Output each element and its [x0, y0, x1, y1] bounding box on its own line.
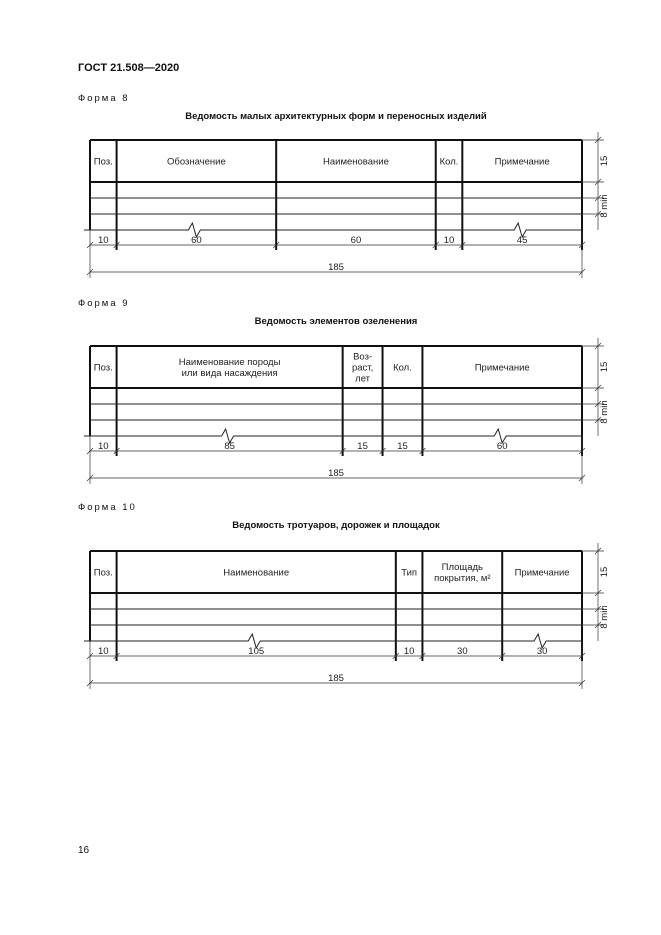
column-header: Наименование: [223, 567, 290, 579]
form-10-label: Форма 10: [78, 502, 137, 513]
form-8-table: [0, 140, 661, 290]
column-header: Кол.: [393, 362, 412, 374]
row-height-label: 8 min: [599, 194, 610, 218]
column-header: Поз.: [93, 156, 113, 168]
column-width-label: 45: [516, 235, 528, 246]
row-height-label: 8 min: [599, 400, 610, 424]
column-width-label: 30: [536, 646, 548, 657]
header-height-label: 15: [599, 566, 610, 578]
column-header: Примечание: [514, 567, 570, 579]
column-width-label: 60: [350, 235, 362, 246]
form-8-title: Ведомость малых архитектурных форм и переносных изделий: [185, 111, 487, 122]
column-header: Наименование породы: [178, 357, 281, 368]
column-header: или вида насаждения: [181, 368, 278, 379]
column-width-label: 10: [403, 646, 415, 657]
page-number: 16: [78, 845, 90, 856]
form-9-label: Форма 9: [78, 298, 130, 309]
column-header: Примечание: [494, 156, 550, 168]
column-header: Обозначение: [166, 156, 226, 168]
column-header: лет: [355, 373, 371, 385]
total-width-label: 185: [328, 468, 344, 479]
column-header: Тип: [401, 567, 418, 579]
column-header: Поз.: [93, 567, 113, 579]
header-height-label: 15: [599, 155, 610, 167]
column-width-label: 10: [98, 646, 109, 657]
form-9-table: [0, 346, 661, 496]
total-width-label: 185: [328, 673, 344, 684]
column-width-label: 105: [248, 646, 265, 657]
column-header: Воз-: [353, 351, 373, 363]
header-height-label: 15: [599, 361, 610, 373]
column-width-label: 10: [443, 235, 455, 246]
column-header: Примечание: [474, 362, 530, 374]
column-width-label: 60: [496, 441, 508, 452]
document-code: ГОСТ 21.508—2020: [78, 62, 180, 74]
column-header: покрытия, м²: [434, 573, 491, 584]
column-header: Наименование: [323, 156, 389, 168]
column-header: Кол.: [439, 156, 459, 168]
column-width-label: 10: [98, 441, 109, 452]
column-width-label: 30: [457, 646, 468, 657]
form-10-title: Ведомость тротуаров, дорожек и площадок: [232, 520, 440, 531]
column-header: Поз.: [93, 362, 113, 374]
form-10-table: [0, 551, 661, 701]
column-width-label: 10: [98, 235, 109, 246]
column-width-label: 60: [191, 235, 202, 246]
column-width-label: 15: [357, 441, 368, 452]
column-header: Площадь: [441, 562, 484, 573]
column-header: раст,: [351, 362, 374, 374]
row-height-label: 8 min: [599, 605, 610, 629]
form-8-label: Форма 8: [78, 93, 130, 104]
column-width-label: 15: [397, 441, 408, 452]
column-width-label: 85: [224, 441, 235, 452]
form-9-title: Ведомость элементов озеленения: [254, 316, 418, 327]
total-width-label: 185: [328, 262, 344, 273]
